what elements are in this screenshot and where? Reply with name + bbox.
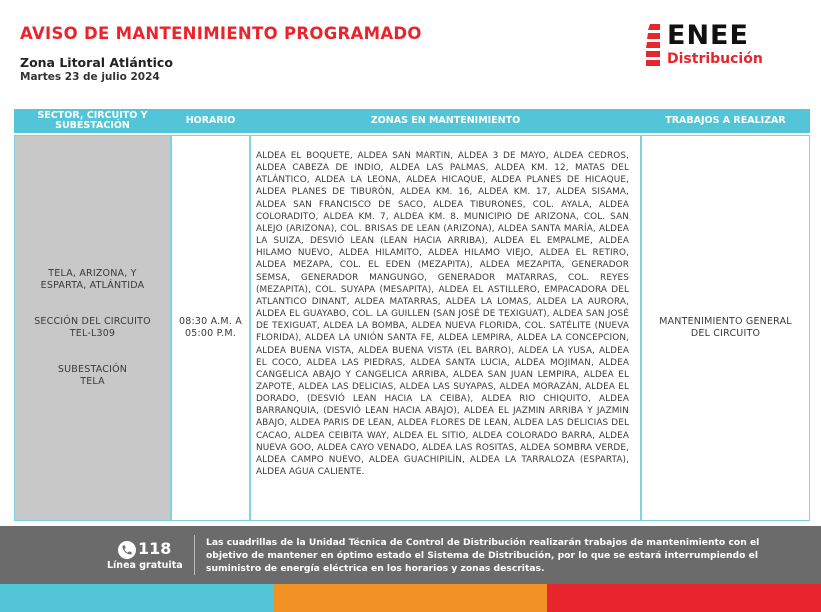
header-works: TRABAJOS A REALIZAR (665, 115, 786, 126)
maintenance-date: Martes 23 de julio 2024 (20, 71, 160, 83)
logo-subtitle: Distribución (667, 51, 763, 67)
works-description: MANTENIMIENTO GENERAL DEL CIRCUITO (659, 316, 792, 339)
sector-name: TELA, ARIZONA, Y ESPARTA, ATLÁNTIDA (40, 268, 145, 291)
schedule-start: 08:30 A.M. A (179, 316, 242, 327)
color-bars (0, 584, 821, 612)
circuit-label: SECCIÓN DEL CIRCUITO (34, 316, 151, 327)
hotline-number: 118 (138, 539, 172, 558)
enee-logo (646, 22, 796, 70)
bar-cyan (0, 584, 273, 612)
substation-info (58, 364, 127, 388)
bar-orange (273, 584, 547, 612)
table-header (14, 109, 810, 133)
header-zones: ZONAS EN MANTENIMIENTO (370, 115, 521, 126)
notice-title: AVISO DE MANTENIMIENTO PROGRAMADO (20, 24, 422, 43)
works-cell (641, 135, 810, 521)
circuit-info (34, 316, 151, 340)
header-sector: SECTOR, CIRCUITO Y SUBESTACIÓN (37, 110, 148, 131)
hotline-label: Línea gratuita (107, 560, 183, 571)
circuit-code: TEL-L309 (69, 328, 116, 339)
footer-banner (0, 526, 821, 584)
schedule-end: 05:00 P.M. (185, 328, 236, 339)
schedule-cell (171, 135, 250, 521)
sector-cell (14, 135, 171, 521)
footer-notice: Las cuadrillas de la Unidad Técnica de Control de Distribución realizarán trabajos de mantenimiento con el objetivo de mantener en óptimo estado el Sistema de Distribución, por lo que se estará interrumpiendo el suministro de energía eléctrica en los horarios y zonas descritas. (206, 537, 760, 574)
schedule-text (179, 316, 242, 340)
zone-name: Zona Litoral Atlántico (20, 55, 173, 70)
substation-label: SUBESTACIÓN (57, 364, 128, 375)
enee-logo-mark (646, 24, 664, 68)
header-schedule: HORARIO (185, 115, 236, 126)
zones-list: ALDEA EL BOQUETE, ALDEA SAN MARTIN, ALDEA 3 DE MAYO, ALDEA CEDROS, ALDEA CABEZA DE INDIO, ALDEA LAS PALMAS, ALDEA KM. 12, MATAS DEL ATLÁNTICO, ALDEA LA LEONA, ALDEA HICAQUE, ALDEA PLANES DE HICAQUE, ALDEA PLANES DE TIBURÓN, ALDEA KM. 16, ALDEA KM. 17, ALDEA SISAMA, ALDEA SAN FRANCISCO DE SACO, ALDEA TIBURONES, COL. AYALA, ALDEA COLORADITO, ALDEA KM. 7, ALDEA KM. 8. MUNICIPIO DE ARIZONA, COL. SAN ALEJO (ARIZONA), COL. BRISAS DE LEAN (ARIZONA), ALDEA SANTA MARÍA, ALDEA LA SUIZA, DESVIÓ LEAN (LEAN HACIA ARRIBA), ALDEA EL EMPALME, ALDEA HILAMO NUEVO, ALDEA HILAMITO, ALDEA HILAMO VIEJO, ALDEA EL RETIRO, ALDEA MEZAPA, COL. EL EDEN (MEZAPITA), ALDEA MEZAPITA, GENERADOR SEMSA, GENERADOR MANGUNGO, GENERADOR MATARRAS, COL. REYES (MEZAPITA), COL. SUYAPA (MESAPITA), ALDEA EL ASTILLERO, EMPACADORA DEL ATLANTICO DINANT, ALDEA MATARRAS, ALDEA LA LOMAS, ALDEA LA AURORA, ALDEA EL GUAYABO, COL. LA GUILLEN (SAN JOSÉ DE TEXIGUAT), ALDEA SAN JOSÉ DE TEXIGUAT, ALDEA LA BOMBA, ALDEA NUEVA FLORIDA, COL. SATÉLITE (NUEVA FLORIDA), ALDEA LA UNIÓN SANTA FE, ALDEA LEMPIRA, ALDEA LA CONCEPCION, ALDEA BUENA VISTA, ALDEA BUENA VISTA (EL BARRO), ALDEA LA YUSA, ALDEA EL COCO, ALDEA LAS PIEDRAS, ALDEA SANTA LUCIA, ALDEA MOJIMAN, ALDEA CANGELICA ABAJO Y CANGELICA ARRIBA, ALDEA SAN JUAN LEMPIRA, ALDEA EL ZAPOTE, ALDEA LAS DELICIAS, ALDEA LAS SUYAPAS, ALDEA MORAZÁN, ALDEA EL DORADO, (DESVIÓ LEAN HACIA LA CEIBA), ALDEA RIO CHIQUITO, ALDEA BARRANQUIA, (DESVIÓ LEAN HACIA ABAJO), ALDEA EL JAZMIN ARRIBA Y JAZMIN ABAJO, ALDEA PARIS DE LEAN, ALDEA FLORES DE LEAN, ALDEA LAS DELICIAS DEL CACAO, ALDEA CEIBITA WAY, ALDEA EL SITIO, ALDEA COLORADO BARRA, ALDEA NUEVA GOO, ALDEA CAYO VENADO, ALDEA LAS ROSITAS, ALDEA SOMBRA VERDE, ALDEA CAMPO NUEVO, ALDEA GUACHIPILÍN, ALDEA LA TARRALOZA (ESPARTA), ALDEA AGUA CALIENTE. (256, 151, 629, 478)
logo-wordmark: ENEE (667, 20, 749, 51)
zones-cell (250, 135, 641, 521)
phone-icon (118, 541, 136, 559)
footer-divider (194, 535, 195, 575)
bar-red (547, 584, 821, 612)
substation-name: TELA (80, 376, 105, 387)
